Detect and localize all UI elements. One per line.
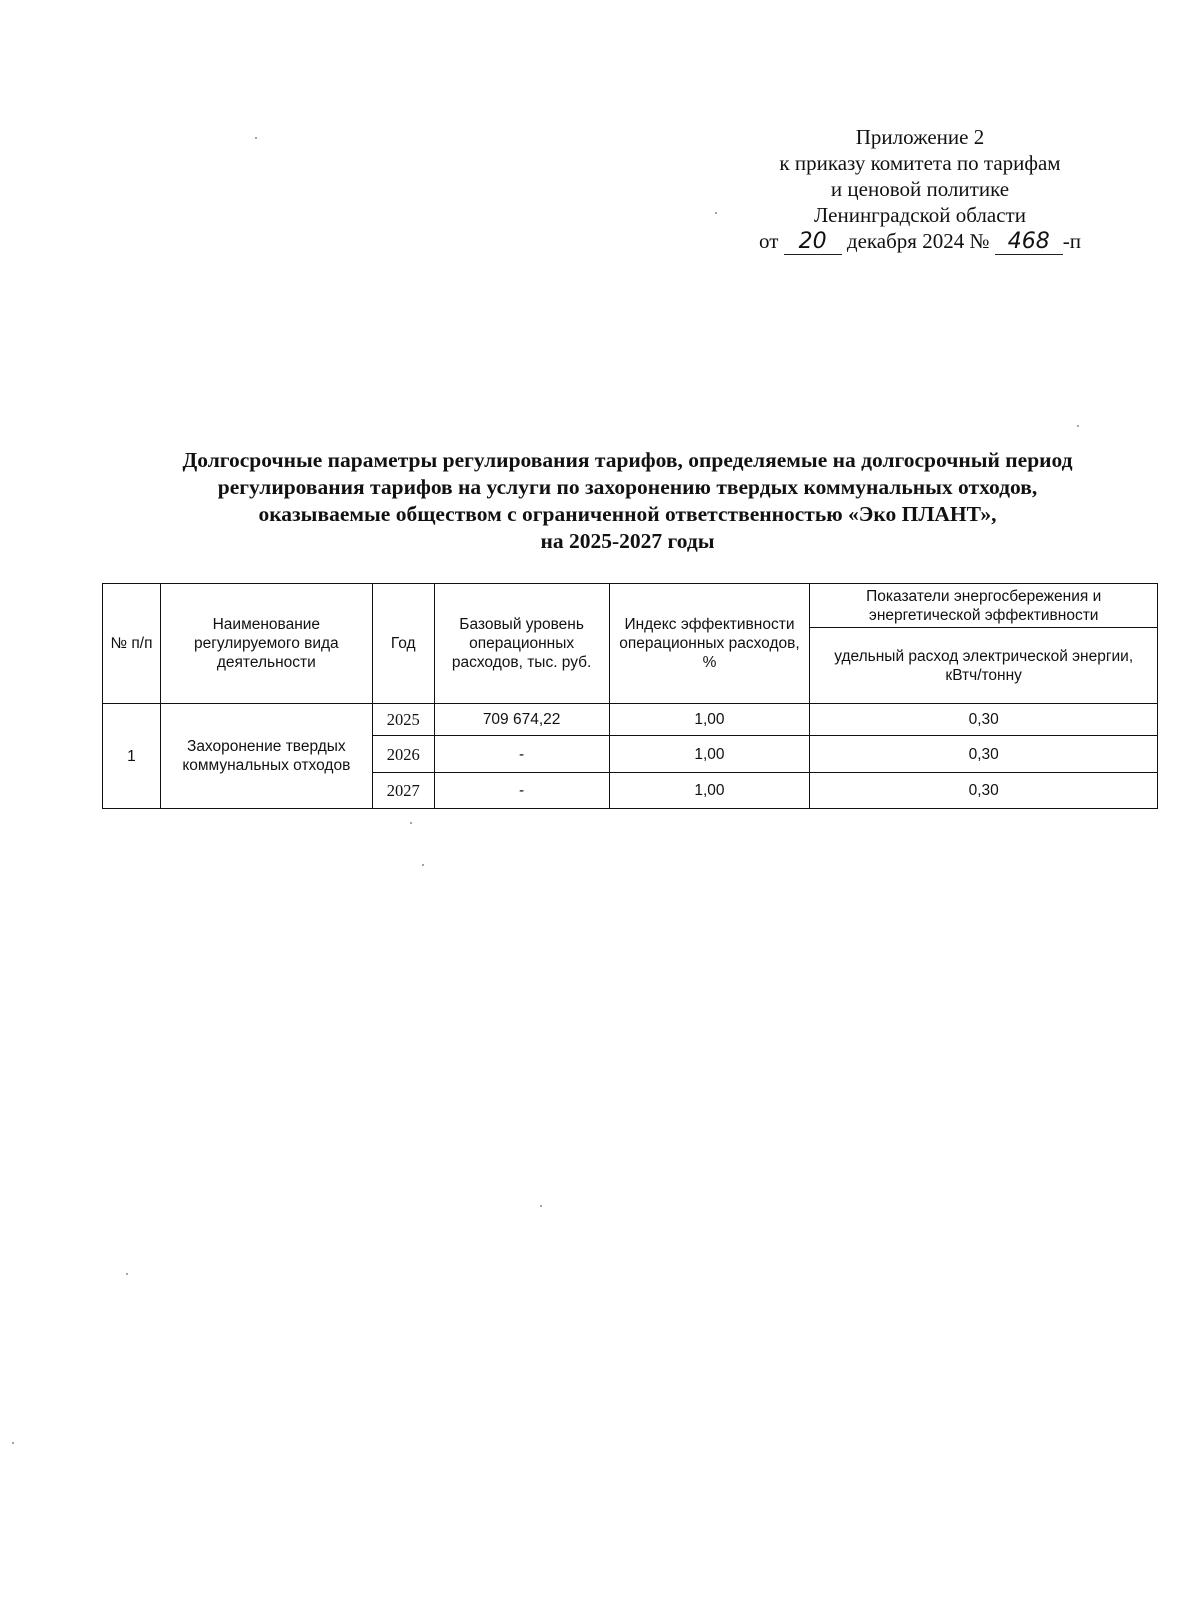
title-line-1: Долгосрочные параметры регулирования тарифов, определяемые на долгосрочный период [182, 448, 1073, 472]
row-base-level: - [434, 773, 609, 809]
appendix-title: Приложение 2 [855, 125, 985, 149]
appendix-line-3: и ценовой политике [830, 177, 1010, 201]
row-year: 2025 [372, 704, 434, 736]
table-row [103, 704, 1158, 736]
header-num: № п/п [103, 584, 161, 704]
header-efficiency-index: Индекс эффективности операционных расходов, % [609, 584, 810, 704]
title-line-4: на 2025-2027 годы [540, 529, 715, 553]
row-num: 1 [103, 704, 161, 809]
date-prefix: от [759, 229, 779, 253]
title-line-3: оказываемые обществом с ограниченной ответственностью «Эко ПЛАНТ», [258, 502, 997, 526]
row-energy-value: 0,30 [810, 736, 1158, 773]
scan-speck [126, 1273, 128, 1275]
scan-speck [540, 1205, 542, 1207]
handwritten-order-number: 468 [995, 232, 1063, 255]
title-line-2: регулирования тарифов на услуги по захоронению твердых коммунальных отходов, [217, 475, 1038, 499]
parameters-table [102, 583, 1158, 809]
row-efficiency-index: 1,00 [609, 736, 810, 773]
row-base-level: 709 674,22 [434, 704, 609, 736]
scan-speck [12, 1442, 14, 1444]
appendix-line-2: к приказу комитета по тарифам [779, 151, 1061, 175]
row-base-level: - [434, 736, 609, 773]
appendix-block [730, 124, 1110, 255]
row-activity: Захоронение твердых коммунальных отходов [160, 704, 372, 809]
handwritten-day: 20 [784, 232, 842, 255]
header-energy-specific: удельный расход электрической энергии, кВтч/тонну [810, 628, 1158, 704]
scan-speck [410, 822, 412, 824]
row-year: 2026 [372, 736, 434, 773]
document-title [100, 447, 1155, 555]
row-energy-value: 0,30 [810, 704, 1158, 736]
row-efficiency-index: 1,00 [609, 773, 810, 809]
scan-speck [715, 212, 717, 214]
order-date-line [730, 228, 1110, 255]
header-year: Год [372, 584, 434, 704]
scan-speck [1077, 425, 1079, 427]
scan-speck [255, 137, 257, 139]
header-row [103, 584, 1158, 628]
row-efficiency-index: 1,00 [609, 704, 810, 736]
header-energy-group: Показатели энергосбережения и энергетической эффективности [810, 584, 1158, 628]
row-year: 2027 [372, 773, 434, 809]
scan-speck [422, 864, 424, 866]
date-middle: декабря 2024 № [846, 229, 990, 253]
row-energy-value: 0,30 [810, 773, 1158, 809]
header-activity: Наименование регулируемого вида деятельности [160, 584, 372, 704]
appendix-line-4: Ленинградской области [814, 203, 1026, 227]
order-suffix: -п [1062, 229, 1081, 253]
header-base-level: Базовый уровень операционных расходов, тыс. руб. [434, 584, 609, 704]
